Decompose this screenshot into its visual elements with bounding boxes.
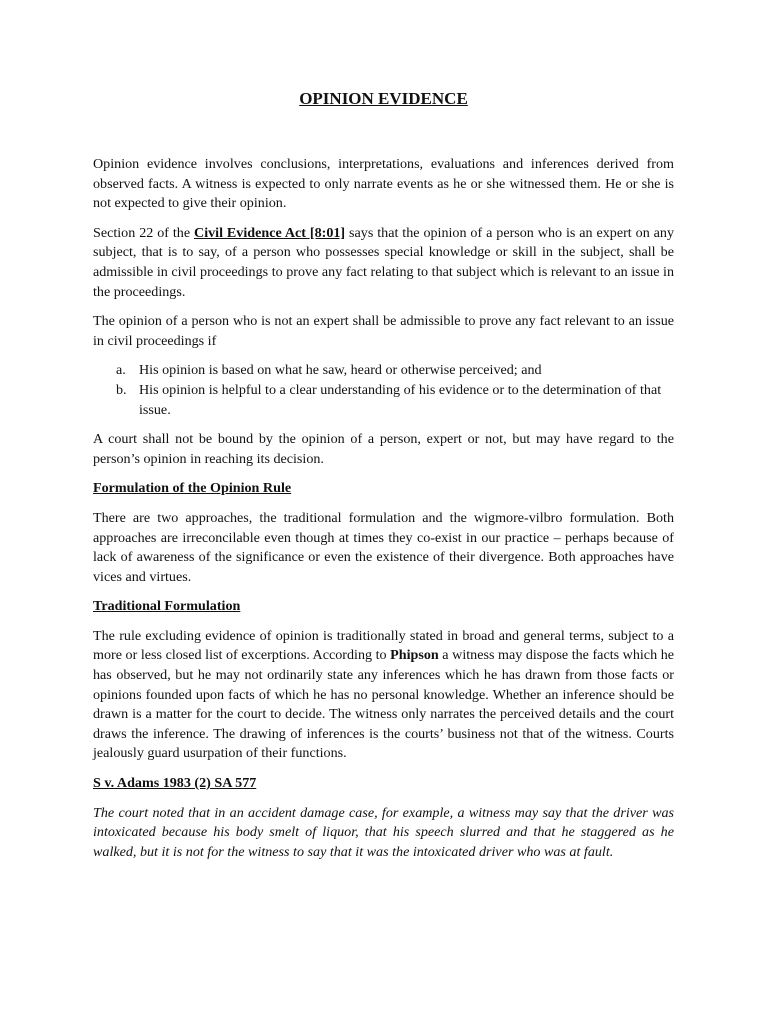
- list-item: [93, 361, 674, 381]
- document-title: OPINION EVIDENCE: [299, 89, 468, 108]
- document-page: [93, 88, 674, 872]
- approaches-paragraph: There are two approaches, the traditional formulation and the wigmore-vilbro formulation. Both approaches are irreconcilable even though at times they co-exist in our practice – perhaps because of lack of awareness of the significance or even the existence of their divergence. Both approaches have vices and virtues.: [93, 509, 674, 585]
- case-note-paragraph: The court noted that in an accident damage case, for example, a witness may say that the driver was intoxicated because his body smelt of liquor, that his speech slurred and that he staggered as he walked, but it is not for the witness to say that it was the intoxicated driver who was at fault.: [93, 804, 674, 860]
- formulation-heading: Formulation of the Opinion Rule: [93, 480, 292, 497]
- traditional-paragraph: [93, 627, 674, 764]
- intro-paragraph: Opinion evidence involves conclusions, interpretations, evaluations and inferences derived from observed facts. A witness is expected to only narrate events as he or she witnessed them. He or she is not expected to give their opinion.: [93, 156, 674, 212]
- phipson-reference: Phipson: [390, 647, 439, 664]
- list-marker: b.: [116, 381, 127, 398]
- traditional-lead: The rule excluding evidence of opinion is traditionally stated in broad and general terms, subject to a more or less closed list of excerptions. According to: [93, 627, 674, 664]
- non-expert-paragraph: The opinion of a person who is not an expert shall be admissible to prove any fact relevant to an issue in civil proceedings if: [93, 313, 674, 349]
- civil-evidence-act-reference: Civil Evidence Act [8:01]: [194, 224, 346, 241]
- section-22-body: says that the opinion of a person who is an expert on any subject, that is to say, of a person who possesses special knowledge or skill in the subject, shall be admissible in civil proceedings to prove any fact relating to that subject which is relevant to an issue in the proceedings.: [93, 224, 675, 300]
- list-item-text: His opinion is based on what he saw, heard or otherwise perceived; and: [139, 362, 542, 379]
- list-item-text: His opinion is helpful to a clear understanding of his evidence or to the determination of that issue.: [139, 381, 662, 418]
- traditional-formulation-heading: Traditional Formulation: [93, 598, 241, 615]
- court-not-bound-paragraph: A court shall not be bound by the opinion of a person, expert or not, but may have regard to the person’s opinion in reaching its decision.: [93, 431, 674, 467]
- section-22-paragraph: [93, 224, 674, 302]
- traditional-body: a witness may dispose the facts which he has observed, but he may not ordinarily state any inferences which he has drawn from those facts or opinions founded upon facts of which he has no personal knowledge. Whether an inference should be drawn is a matter for the court to decide. The witness only narrates the perceived details and the court draws the inference. The drawing of inferences is the courts’ business not that of the witness. Courts jealously guard usurpation of their functions.: [93, 647, 674, 762]
- list-marker: a.: [116, 362, 126, 379]
- case-heading: S v. Adams 1983 (2) SA 577: [93, 775, 257, 792]
- section-22-lead: Section 22 of the: [93, 224, 195, 241]
- list-item: [93, 381, 674, 420]
- conditions-list: [93, 361, 674, 420]
